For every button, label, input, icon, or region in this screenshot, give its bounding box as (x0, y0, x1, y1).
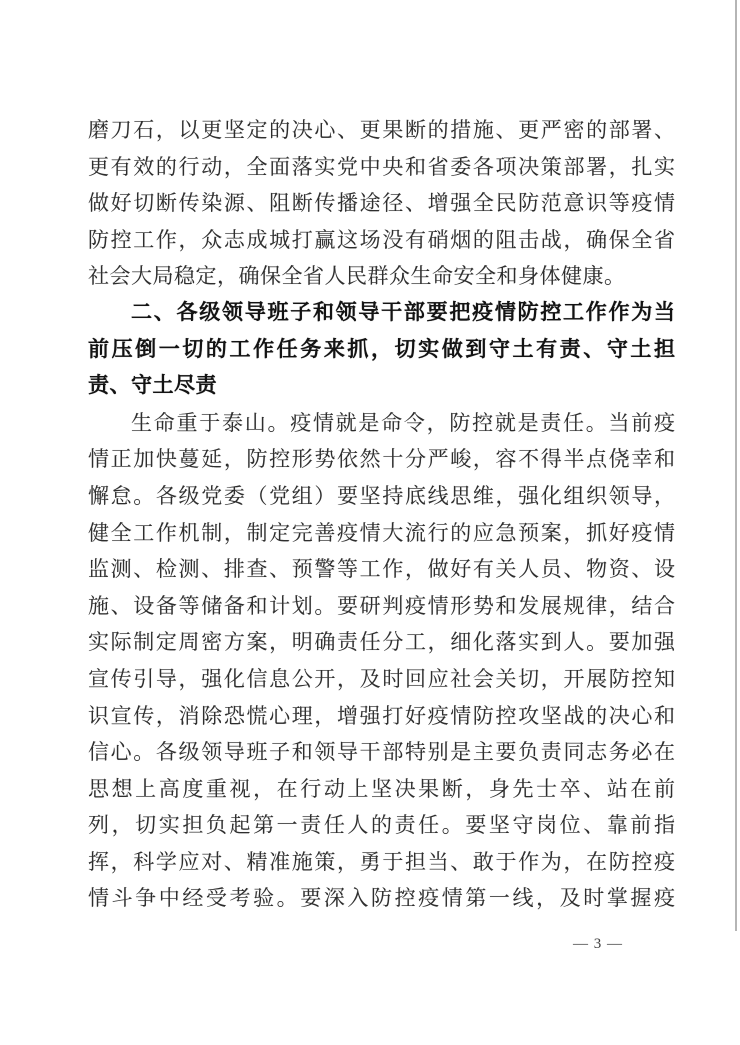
section-heading-line: 前压倒一切的工作任务来抓，切实做到守土有责、守土担 (88, 337, 675, 361)
paragraph-2-line: 健全工作机制，制定完善疫情大流行的应急预案，抓好疫情 (88, 520, 675, 545)
section-heading-line: 二、各级领导班子和领导干部要把疫情防控工作作为当 (131, 300, 675, 324)
paragraph-2-line: 挥，科学应对、精准施策，勇于担当、敢于作为，在防控疫 (88, 849, 675, 874)
paragraph-2-line: 情斗争中经受考验。要深入防控疫情第一线，及时掌握疫 (88, 886, 675, 911)
paragraph-2-line: 懈怠。各级党委（党组）要坚持底线思维，强化组织领导， (88, 483, 675, 508)
paragraph-1-line: 做好切断传染源、阻断传播途径、增强全民防范意识等疫情 (88, 191, 675, 216)
paragraph-1-line: 社会大局稳定，确保全省人民群众生命安全和身体健康。 (88, 264, 626, 289)
paragraph-2-line: 监测、检测、排查、预警等工作，做好有关人员、物资、设 (88, 557, 675, 582)
paragraph-2-line: 实际制定周密方案，明确责任分工，细化落实到人。要加强 (88, 630, 675, 655)
paragraph-1-line: 更有效的行动，全面落实党中央和省委各项决策部署，扎实 (88, 154, 675, 179)
paragraph-2-line: 思想上高度重视，在行动上坚决果断，身先士卒、站在前 (88, 776, 675, 801)
scan-edge-line (735, 0, 737, 931)
paragraph-2-line: 信心。各级领导班子和领导干部特别是主要负责同志务必在 (88, 740, 675, 765)
page-number: — 3 — (573, 936, 623, 952)
paragraph-2-line: 宣传引导，强化信息公开，及时回应社会关切，开展防控知 (88, 666, 675, 691)
paragraph-2-line: 生命重于泰山。疫情就是命令，防控就是责任。当前疫 (131, 410, 675, 435)
text-block (88, 112, 675, 917)
paragraph-2-line: 列，切实担负起第一责任人的责任。要坚守岗位、靠前指 (88, 813, 675, 838)
paragraph-2-line: 情正加快蔓延，防控形势依然十分严峻，容不得半点侥幸和 (88, 447, 675, 472)
section-heading-line: 责、守土尽责 (88, 374, 217, 398)
paragraph-2-line: 施、设备等储备和计划。要研判疫情形势和发展规律，结合 (88, 593, 675, 618)
paragraph-1-line: 防控工作，众志成城打赢这场没有硝烟的阻击战，确保全省 (88, 227, 675, 252)
paragraph-2-line: 识宣传，消除恐慌心理，增强打好疫情防控攻坚战的决心和 (88, 703, 675, 728)
paragraph-1-line: 磨刀石，以更坚定的决心、更果断的措施、更严密的部署、 (88, 118, 675, 142)
